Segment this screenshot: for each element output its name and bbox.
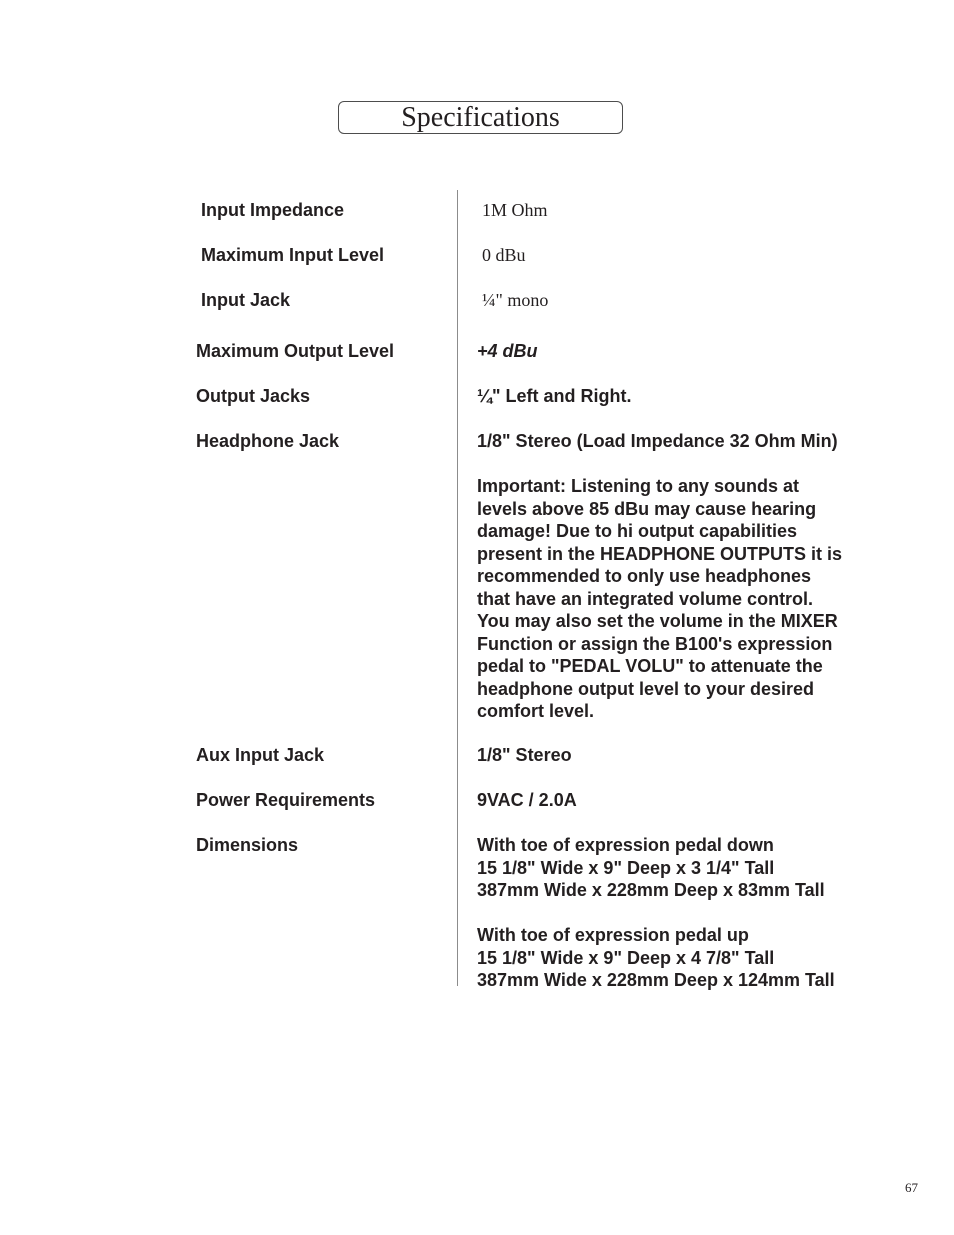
label-max-input-level: Maximum Input Level — [201, 245, 385, 265]
dimension-line: 387mm Wide x 228mm Deep x 124mm Tall — [477, 970, 835, 990]
label-output-jacks: Output Jacks — [196, 386, 311, 406]
dimension-line: 15 1/8" Wide x 9" Deep x 4 7/8" Tall — [477, 947, 775, 968]
note-line: levels above 85 dBu may cause hearing — [477, 498, 817, 519]
value-aux-input-jack: 1/8" Stereo — [477, 745, 572, 765]
note-line: You may also set the volume in the MIXER — [477, 611, 838, 631]
headphone-warning-note — [477, 475, 877, 723]
note-line: Important: Listening to any sounds at — [477, 476, 800, 496]
label-dimensions: Dimensions — [196, 835, 299, 855]
note-line: Function or assign the B100's expression — [477, 633, 833, 654]
note-line: pedal to "PEDAL VOLU" to attenuate the — [477, 656, 823, 676]
label-input-jack: Input Jack — [201, 290, 291, 310]
note-line: damage! Due to hi output capabilities — [477, 521, 798, 541]
value-output-jacks: ¼" Left and Right. — [477, 386, 632, 406]
page-title: Specifications — [338, 101, 623, 134]
note-line: present in the HEADPHONE OUTPUTS it is — [477, 543, 843, 564]
note-line: that have an integrated volume control. — [477, 588, 814, 609]
column-divider — [457, 190, 458, 986]
label-input-impedance: Input Impedance — [201, 200, 345, 220]
dimension-line: 15 1/8" Wide x 9" Deep x 3 1/4" Tall — [477, 857, 775, 878]
value-max-output-level: +4 dBu — [477, 341, 538, 361]
dimension-line: With toe of expression pedal down — [477, 835, 774, 855]
dimension-line: With toe of expression pedal up — [477, 925, 749, 945]
value-power-requirements: 9VAC / 2.0A — [477, 790, 577, 810]
note-line: recommended to only use headphones — [477, 566, 812, 586]
value-headphone-jack: 1/8" Stereo (Load Impedance 32 Ohm Min) — [477, 431, 838, 451]
dimension-line: 387mm Wide x 228mm Deep x 83mm Tall — [477, 880, 825, 900]
note-line: comfort level. — [477, 701, 595, 721]
dimensions-pedal-up — [477, 924, 877, 992]
label-headphone-jack: Headphone Jack — [196, 431, 340, 451]
note-line: headphone output level to your desired — [477, 678, 815, 699]
dimensions-pedal-down — [477, 834, 877, 902]
value-input-jack: ¼" mono — [482, 290, 549, 310]
label-aux-input-jack: Aux Input Jack — [196, 745, 325, 765]
value-input-impedance: 1M Ohm — [482, 200, 548, 220]
value-max-input-level: 0 dBu — [482, 245, 526, 265]
label-max-output-level: Maximum Output Level — [196, 341, 395, 361]
label-power-requirements: Power Requirements — [196, 790, 376, 810]
page-number: 67 — [905, 1180, 918, 1195]
